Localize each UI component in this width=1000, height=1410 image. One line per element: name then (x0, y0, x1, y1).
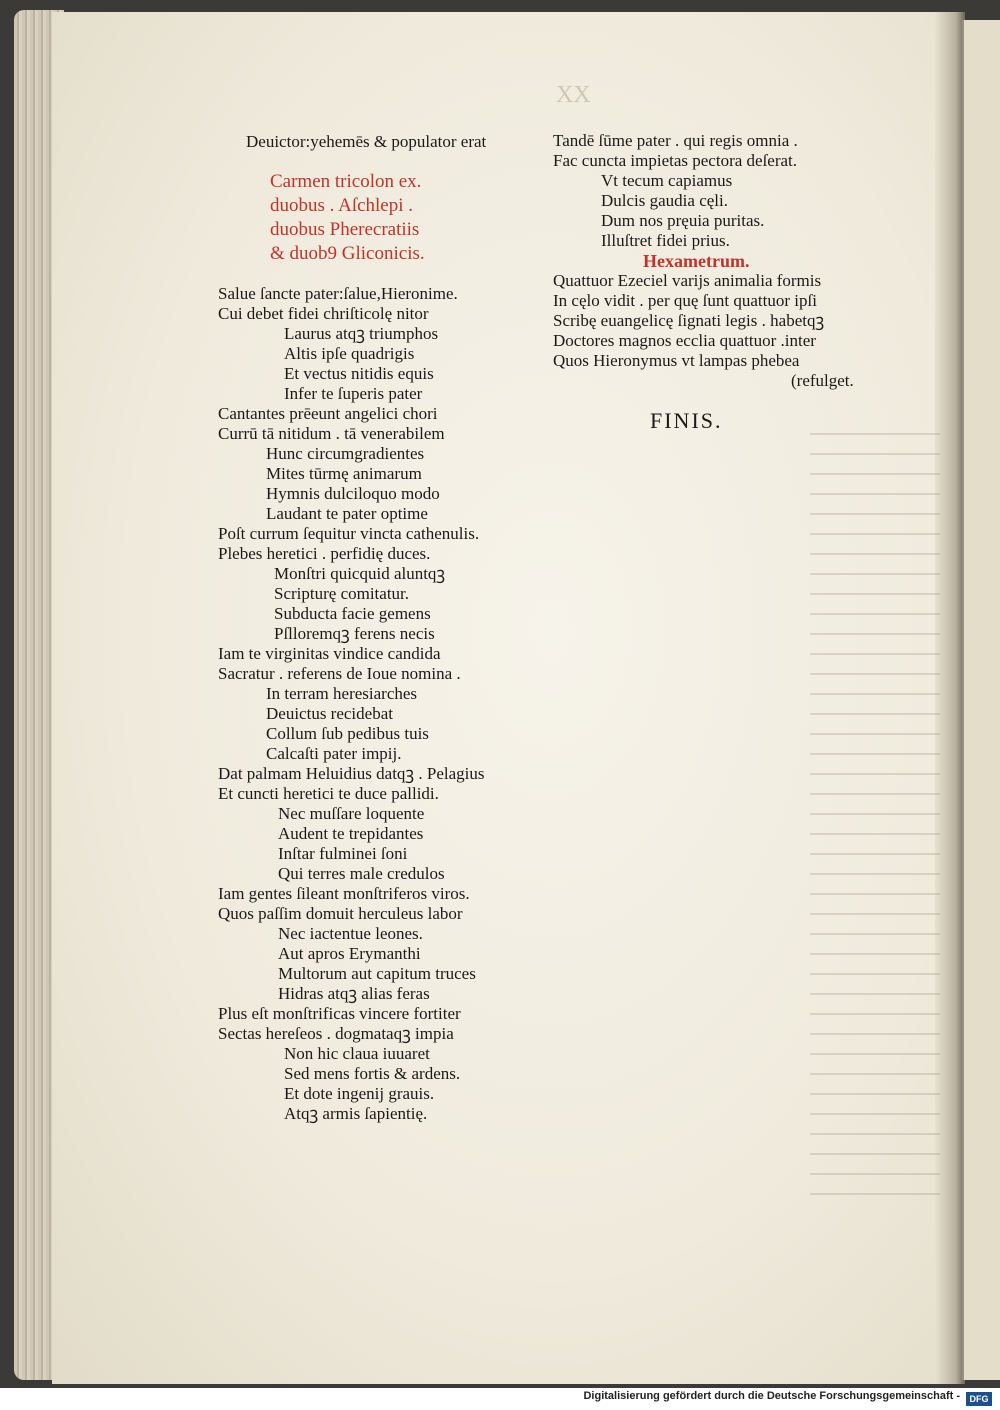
show-through-text (810, 415, 940, 1195)
poem-line: Dat palmam Heluidius datqꝫ . Pelagius (218, 764, 485, 783)
poem-line: Deuictus recidebat (266, 704, 393, 723)
folio-number: XX (556, 82, 591, 108)
poem-line: Subducta facie gemens (274, 604, 431, 623)
poem-line: Audent te trepidantes (278, 824, 424, 843)
poem-line: Multorum aut capitum truces (278, 964, 476, 983)
poem-line: Monſtri quicquid aluntqꝫ (274, 564, 446, 583)
poem-line: Hymnis dulciloquo modo (266, 484, 440, 503)
poem-line: Plus eſt monſtrificas vincere fortiter (218, 1004, 461, 1023)
poem-line: Dum nos pręuia puritas. (601, 211, 765, 230)
poem-lines-2 (553, 271, 854, 391)
facing-page-edge (962, 20, 1000, 1380)
right-column (553, 131, 854, 391)
red-heading-line: duobus Pherecratiis (270, 219, 420, 240)
poem-line: Et dote ingenij grauis. (284, 1084, 435, 1103)
red-heading-line: duobus . Aſchlepi . (270, 195, 414, 216)
red-heading (218, 170, 486, 266)
poem-line: Inſtar fulminei ſoni (278, 844, 408, 863)
poem-line: Hunc circumgradientes (266, 444, 425, 463)
poem-line: Altis ipſe quadrigis (284, 344, 415, 363)
poem-line: Hidras atqꝫ alias feras (278, 984, 430, 1003)
poem-line: Calcaſti pater impij. (266, 744, 402, 763)
poem-line: In cęlo vidit . per quę ſunt quattuor ipſi (553, 291, 817, 310)
first-line: Deuictor:yehemēs & populator erat (246, 132, 487, 151)
poem-line: Cantantes prēeunt angelici chori (218, 404, 438, 423)
red-heading-line: & duob9 Gliconicis. (270, 243, 425, 264)
poem-line: Currū tā nitidum . tā venerabilem (218, 424, 445, 443)
poem-line: Scribę euangelicę ſignati legis . habetqꝫ (553, 311, 825, 330)
poem-line: Dulcis gaudia cęli. (601, 191, 728, 210)
poem-line: Collum ſub pedibus tuis (266, 724, 429, 743)
poem-line: Et cuncti heretici te duce pallidi. (218, 784, 439, 803)
footer-bar (0, 1388, 1000, 1410)
poem-line: Scripturę comitatur. (274, 584, 410, 603)
poem-line: Qui terres male credulos (278, 864, 445, 883)
poem-line: Sed mens fortis & ardens. (284, 1064, 461, 1083)
poem-line: Non hic claua iuuaret (284, 1044, 430, 1063)
poem-line: Nec muſſare loquente (278, 804, 425, 823)
poem-line: Tandē ſūme pater . qui regis omnia . (553, 131, 798, 150)
finis-label: FINIS. (650, 408, 723, 433)
left-column (218, 132, 486, 1124)
poem-line: Laurus atqꝫ triumphos (284, 324, 439, 343)
poem-lines (218, 284, 486, 1124)
poem-line: Poſt currum ſequitur vincta cathenulis. (218, 524, 480, 543)
dfg-logo: DFG (966, 1392, 992, 1406)
poem-line: Laudant te pater optime (266, 504, 428, 523)
hexametrum-heading: Hexametrum. (643, 251, 750, 271)
poem-line: Iam gentes ſileant monſtriferos viros. (218, 884, 470, 903)
poem-line: Infer te ſuperis pater (284, 384, 423, 403)
poem-line: Sacratur . referens de Ioue nomina . (218, 664, 461, 683)
poem-line: Fac cuncta impietas pectora deſerat. (553, 151, 798, 170)
poem-line: Illuſtret fidei prius. (601, 231, 730, 250)
poem-line: Atqꝫ armis ſapientię. (284, 1104, 428, 1123)
poem-line: Sectas hereſeos . dogmataqꝫ impia (218, 1024, 454, 1043)
poem-line: Quos paſſim domuit herculeus labor (218, 904, 463, 923)
poem-line: Iam te virginitas vindice candida (218, 644, 441, 663)
poem-line: Plebes heretici . perfidię duces. (218, 544, 431, 563)
poem-line: Nec iactentue leones. (278, 924, 423, 943)
poem-line: Quos Hieronymus vt lampas phebea (553, 351, 800, 370)
poem-line: Cui debet fidei chriſticolę nitor (218, 304, 429, 323)
poem-line: Salue ſancte pater:ſalue,Hieronime. (218, 284, 458, 303)
poem-line: Et vectus nitidis equis (284, 364, 434, 383)
poem-line: (refulget. (791, 371, 854, 390)
poem-line: Vt tecum capiamus (601, 171, 733, 190)
red-heading-line: Carmen tricolon ex. (270, 171, 422, 192)
poem-line: Doctores magnos ecclia quattuor .inter (553, 331, 816, 350)
poem-line: Pſlloremqꝫ ferens necis (274, 624, 435, 643)
poem-line: Quattuor Ezeciel varijs animalia formis (553, 271, 822, 290)
poem-lines-1 (553, 131, 854, 251)
footer-text: Digitalisierung gefördert durch die Deutsche Forschungsgemeinschaft - (583, 1390, 960, 1402)
poem-line: In terram heresiarches (266, 684, 418, 703)
poem-line: Mites tūrmę animarum (266, 464, 422, 483)
poem-line: Aut apros Erymanthi (278, 944, 421, 963)
